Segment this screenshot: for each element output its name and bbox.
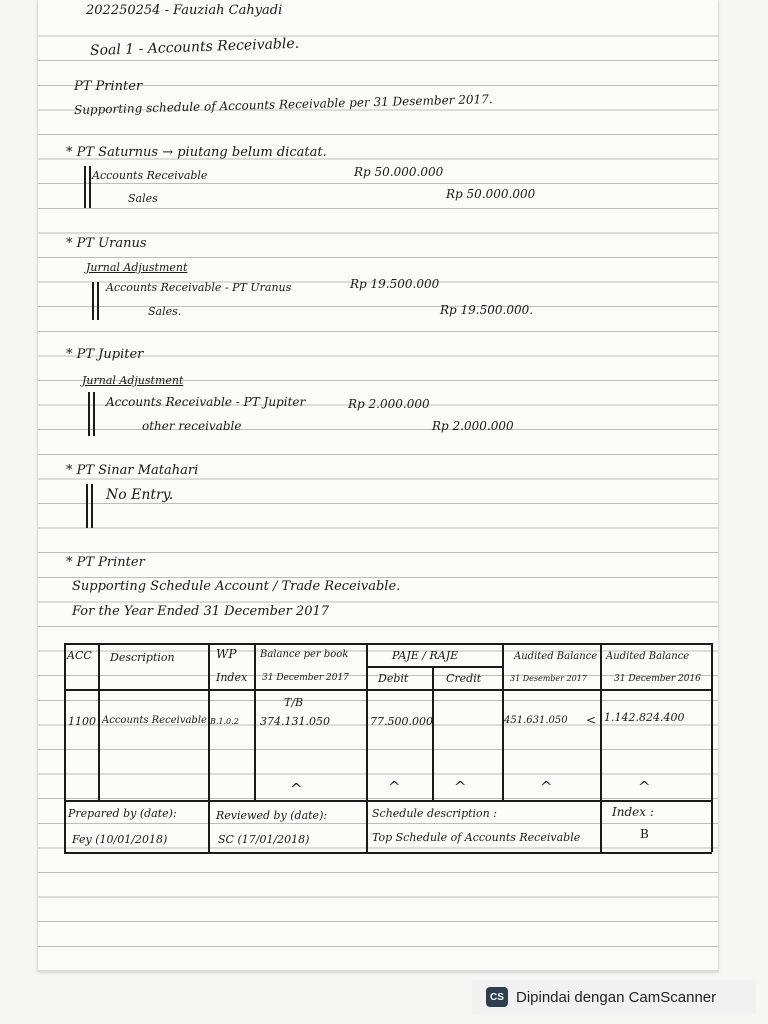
schedule-description-line: Supporting schedule of Accounts Receivable per 31 Desember 2017. (73, 92, 493, 117)
schedule-description-value: Top Schedule of Accounts Receivable (372, 831, 581, 844)
index-label: Index : (612, 805, 654, 819)
section-heading-saturnus: * PT Saturnus → piutang belum dicatat. (66, 145, 327, 160)
journal-subheading: Jurnal Adjustment (86, 261, 188, 274)
col-header-audited-2017-date: 31 Desember 2017 (510, 674, 587, 683)
footing-mark: ^ (638, 778, 651, 796)
prepared-by-label: Prepared by (date): (68, 807, 177, 820)
row-description: Accounts Receivable (102, 715, 207, 726)
journal-bar (97, 282, 99, 320)
table-border-bottom (64, 852, 712, 854)
journal-account: Sales. (148, 305, 182, 318)
col-header-index: Index (216, 671, 248, 684)
row-debit: 77.500.000 (370, 715, 433, 728)
journal-debit: Rp 50.000.000 (354, 165, 444, 179)
row-audited-2016: 1.142.824.400 (604, 711, 685, 724)
col-header-audited-2017: Audited Balance (514, 651, 598, 662)
col-header-description: Description (110, 651, 175, 664)
journal-bar (89, 166, 91, 208)
journal-subheading: Jurnal Adjustment (82, 374, 184, 387)
reviewed-by-value: SC (17/01/2018) (218, 833, 310, 846)
table-col-line (711, 643, 713, 852)
schedule-line-1: Supporting Schedule Account / Trade Receivable. (72, 579, 401, 594)
table-col-line (366, 643, 368, 852)
col-header-credit: Credit (446, 672, 482, 685)
problem-title: Soal 1 - Accounts Receivable. (89, 35, 300, 59)
journal-bar (84, 166, 86, 208)
table-col-line (98, 643, 100, 800)
table-col-line (64, 643, 66, 852)
camscanner-text: Dipindai dengan CamScanner (516, 988, 717, 1006)
col-header-audited-2016: Audited Balance (606, 651, 690, 662)
schedule-heading: * PT Printer (66, 555, 145, 570)
journal-bar (88, 392, 90, 436)
prepared-by-value: Fey (10/01/2018) (72, 833, 168, 846)
journal-account: Accounts Receivable (92, 169, 208, 182)
journal-debit: Rp 19.500.000 (350, 277, 440, 291)
journal-account: Sales (128, 192, 158, 205)
row-audited-2017: 451.631.050 (504, 715, 568, 726)
footing-mark: ^ (388, 778, 401, 796)
row-acc: 1100 (68, 715, 96, 728)
journal-credit: Rp 2.000.000 (432, 419, 514, 433)
journal-bar (86, 484, 88, 528)
table-border-body-end (64, 800, 712, 802)
journal-account: Accounts Receivable - PT Jupiter (106, 395, 306, 409)
journal-debit: Rp 2.000.000 (348, 397, 430, 411)
index-value: B (640, 827, 649, 841)
col-header-paje-raje: PAJE / RAJE (392, 649, 459, 662)
row-index: B.1.0.2 (210, 717, 239, 726)
schedule-line-2: For the Year Ended 31 December 2017 (72, 604, 330, 619)
row-tick-mark: < (586, 713, 597, 727)
col-header-balance-date: 31 December 2017 (262, 673, 349, 683)
no-entry-note: No Entry. (106, 487, 174, 503)
table-col-line (254, 643, 256, 800)
journal-bar (92, 282, 94, 320)
journal-bar (93, 392, 95, 436)
reviewed-by-label: Reviewed by (date): (216, 809, 328, 822)
journal-credit: Rp 50.000.000 (446, 187, 536, 201)
col-header-acc: ACC (67, 649, 92, 662)
col-header-wp: WP (216, 647, 237, 661)
table-border-top (64, 643, 712, 645)
schedule-description-label: Schedule description : (372, 807, 497, 820)
row-balance: 374.131.050 (260, 715, 330, 728)
journal-account: other receivable (142, 419, 242, 433)
table-col-line (600, 643, 602, 852)
journal-credit: Rp 19.500.000. (440, 303, 534, 317)
table-col-line (432, 666, 434, 800)
journal-bar (91, 484, 93, 528)
col-header-balance: Balance per book (260, 649, 349, 660)
footing-mark: ^ (290, 780, 303, 798)
camscanner-logo-icon: CS (486, 987, 508, 1007)
footing-mark: ^ (454, 778, 467, 796)
tb-mark: T/B (284, 696, 304, 709)
section-heading-uranus: * PT Uranus (66, 236, 147, 251)
camscanner-watermark (472, 980, 756, 1014)
table-border-header (64, 689, 712, 691)
section-heading-jupiter: * PT Jupiter (66, 347, 144, 362)
table-border-paje (366, 666, 502, 668)
journal-account: Accounts Receivable - PT Uranus (106, 281, 292, 294)
student-id-name: 202250254 - Fauziah Cahyadi (86, 3, 283, 18)
company-name: PT Printer (74, 79, 143, 94)
col-header-audited-2016-date: 31 December 2016 (614, 674, 701, 684)
col-header-debit: Debit (378, 672, 409, 685)
footing-mark: ^ (540, 778, 553, 796)
section-heading-sinar-matahari: * PT Sinar Matahari (66, 463, 199, 478)
table-col-line (208, 643, 210, 852)
